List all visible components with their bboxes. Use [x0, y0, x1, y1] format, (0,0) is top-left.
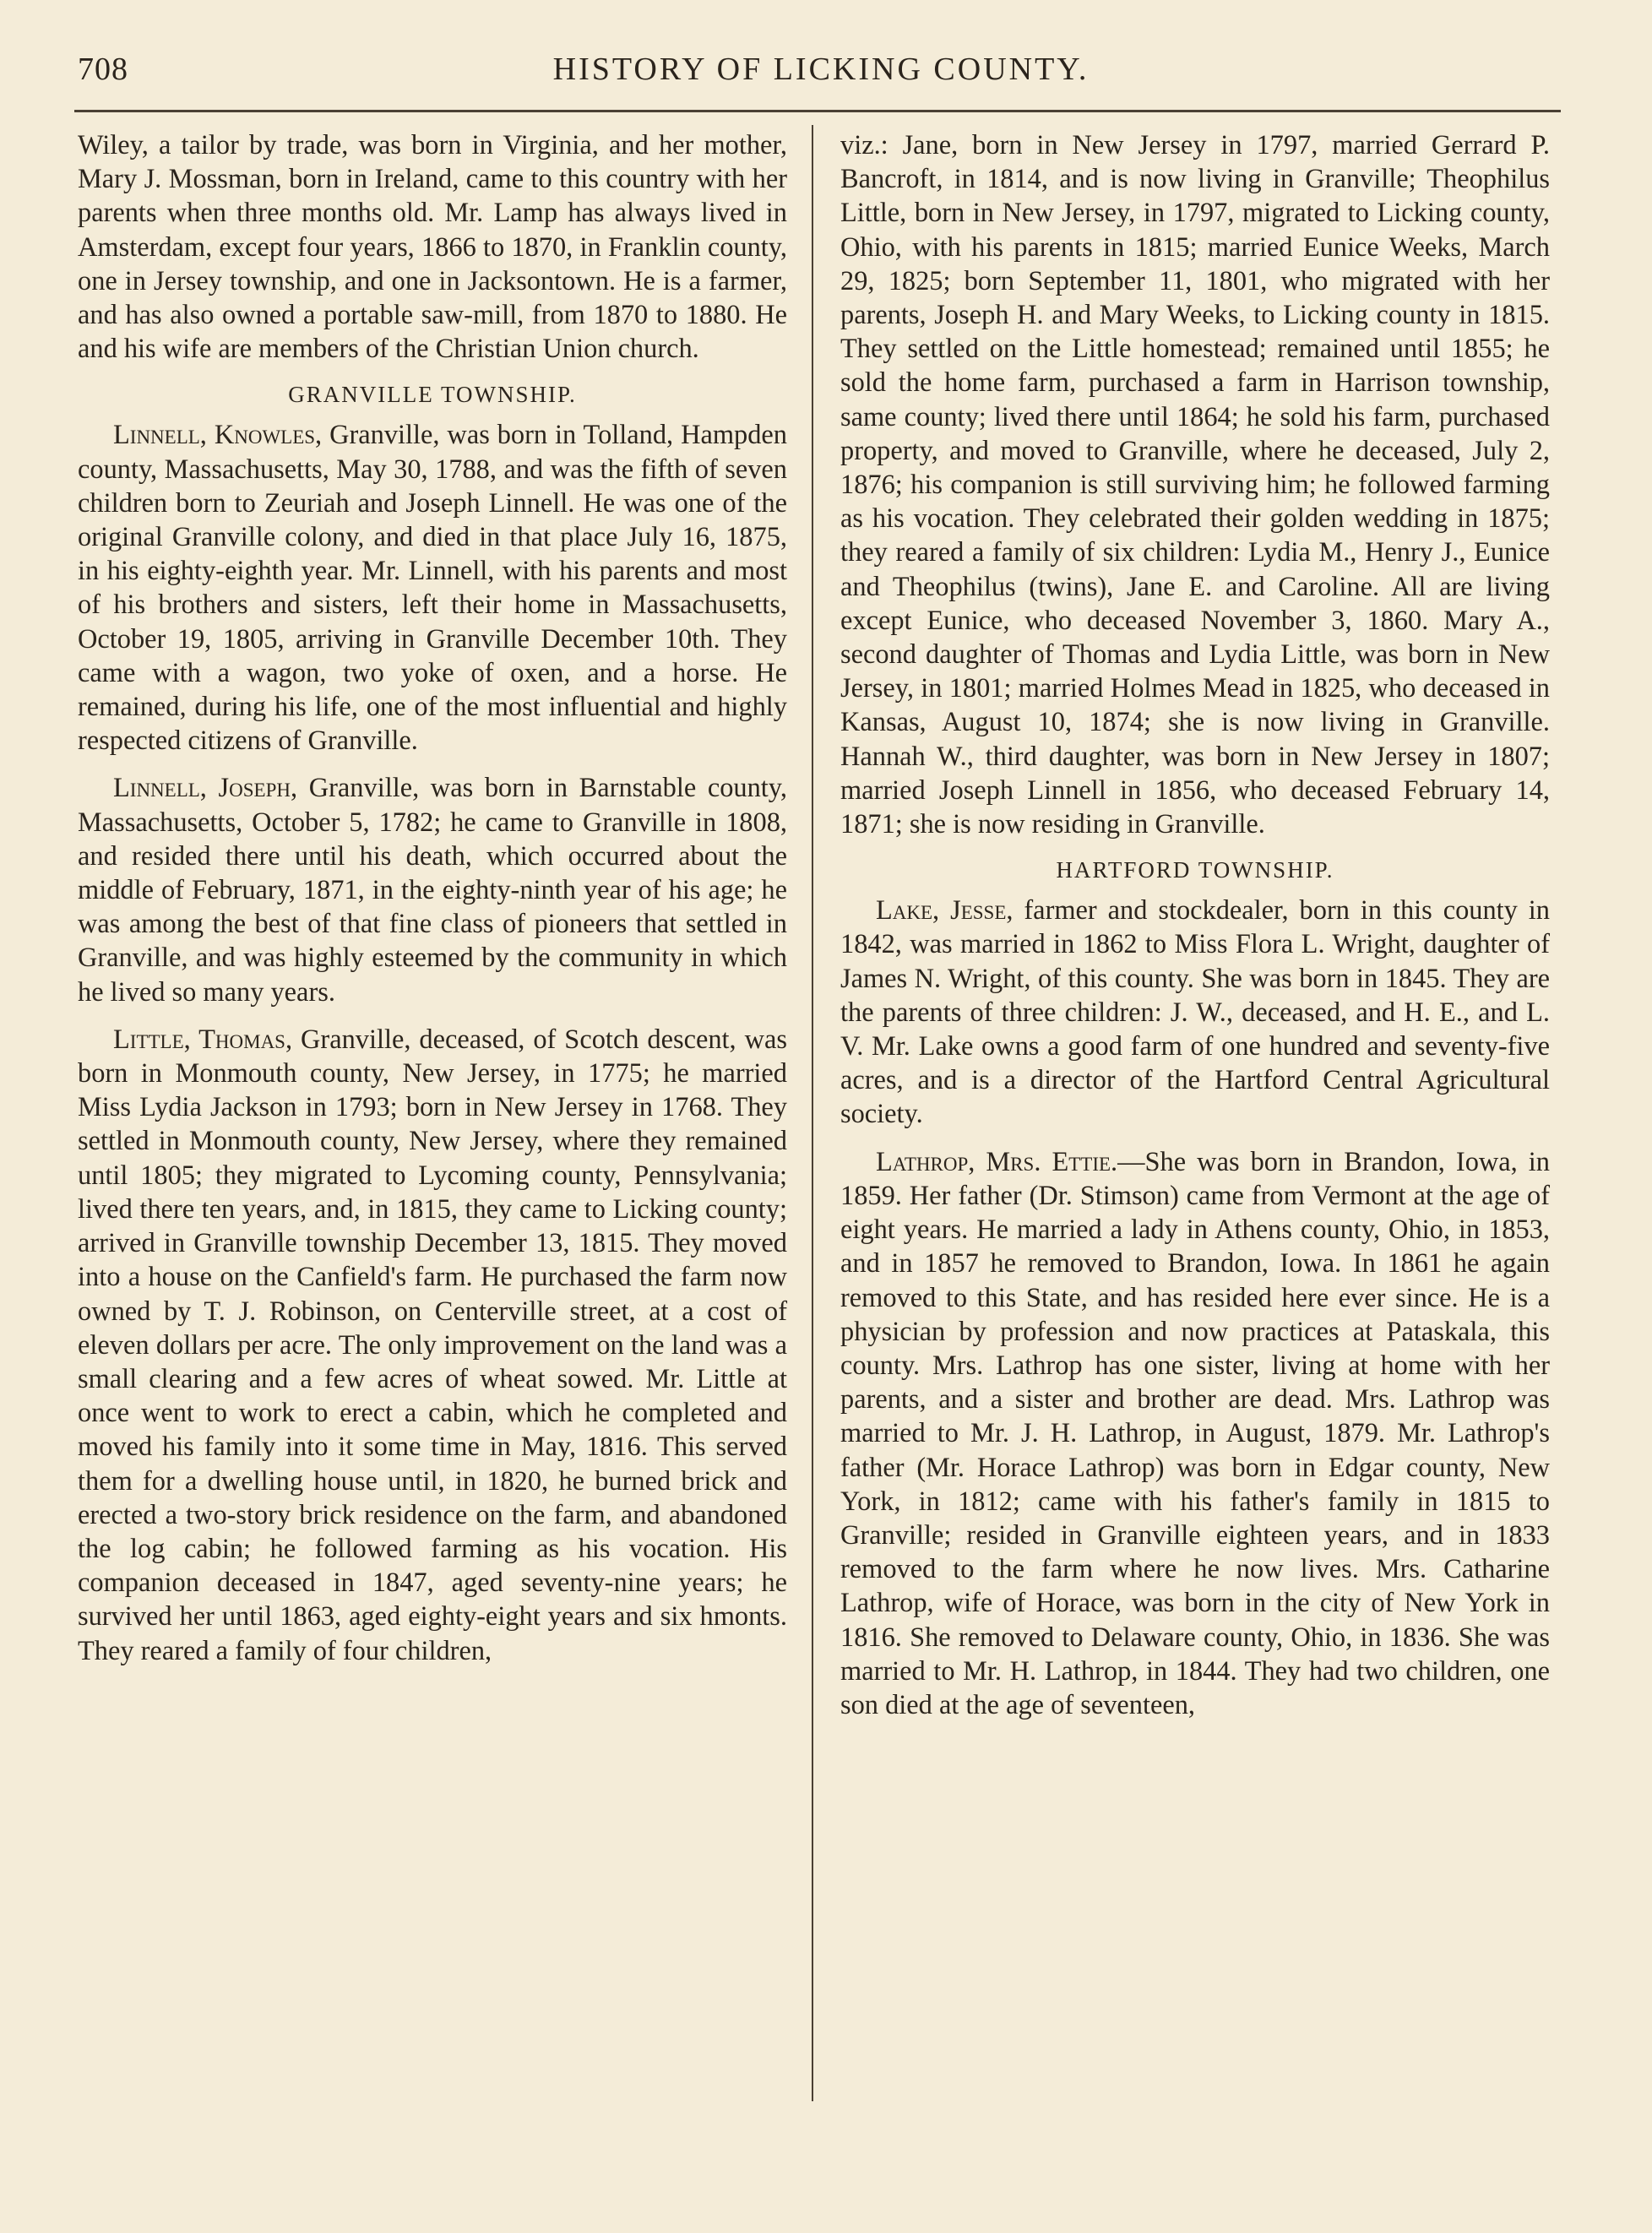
entry-name: Lake, Jesse,	[876, 895, 1013, 926]
biography-entry	[78, 771, 787, 1008]
entry-name: Lathrop, Mrs. Ettie.	[876, 1146, 1118, 1177]
biography-entry	[78, 1023, 787, 1668]
section-heading-granville: GRANVILLE TOWNSHIP.	[288, 382, 577, 408]
continuation-paragraph: Wiley, a tailor by trade, was born in Virginia, and her mother, Mary J. Mossman, born in Ireland, came to this country with her parents when three months old. Mr. Lamp has always lived in Amsterdam, except four years, 1866 to 1870, in Franklin county, one in Jersey township, and one in Jacksontown. He is a farmer, and has also owned a portable saw-mill, from 1870 to 1880. He and his wife are members of the Christian Union church.	[78, 130, 787, 365]
entry-name: Little, Thomas,	[113, 1024, 293, 1055]
running-title: HISTORY OF LICKING COUNTY.	[552, 52, 1090, 87]
entry-name: Linnell, Knowles,	[113, 420, 323, 451]
column-divider	[812, 125, 813, 2101]
entry-text: farmer and stockdealer, born in this county in 1842, was married in 1862 to Miss Flora L. Wright, daughter of James N. Wright, of this county. She was born in 1845. They are the parents of three children: J. W., deceased, and H. E., and L. V. Mr. Lake owns a good farm of one hundred and seventy-five acres, and is a director of the Hartford Central Agricultural society.	[840, 895, 1550, 1130]
page-number: 708	[78, 52, 128, 87]
header-rule	[74, 110, 1561, 112]
biography-entry	[840, 894, 1550, 1131]
biography-entry	[78, 418, 787, 758]
right-column	[840, 128, 1550, 1722]
section-heading-hartford: HARTFORD TOWNSHIP.	[1056, 857, 1334, 883]
left-column	[78, 128, 787, 1668]
entry-text: Granville, deceased, of Scotch descent, was born in Monmouth county, New Jersey, in 1775; he married Miss Lydia Jackson in 1793; born in New Jersey in 1768. They settled in Monmouth county, New Jersey, where they remained until 1805; they migrated to Lycoming county, Pennsylvania; lived there ten years, and, in 1815, they came to Licking county; arrived in Granville township December 13, 1815. They moved into a house on the Canfield's farm. He purchased the farm now owned by T. J. Robinson, on Centerville street, at a cost of eleven dollars per acre. The only improvement on the land was a small clearing and a few acres of wheat sowed. Mr. Little at once went to work to erect a cabin, which he completed and moved his family into it some time in May, 1816. This served them for a dwelling house until, in 1820, he burned brick and erected a two-story brick residence on the farm, and abandoned the log cabin; he followed farming as his vocation. His companion deceased in 1847, aged seventy-nine years; he survived her until 1863, aged eighty-eight years and six hmonts. They reared a family of four children,	[78, 1024, 787, 1666]
entry-text: Granville, was born in Barnstable county, Massachusetts, October 5, 1782; he came to Granville in 1808, and resided there until his death, which occurred about the middle of February, 1871, in the eighty-ninth year of his age; he was among the best of that fine class of pioneers that settled in Granville, and was highly esteemed by the community in which he lived so many years.	[78, 773, 787, 1008]
page-header	[78, 51, 1564, 101]
entry-text: Granville, was born in Tolland, Hampden county, Massachusetts, May 30, 1788, and was the fifth of seven children born to Zeuriah and Joseph Linnell. He was one of the original Granville colony, and died in that place July 16, 1875, in his eighty-eighth year. Mr. Linnell, with his parents and most of his brothers and sisters, left their home in Massachusetts, October 19, 1805, arriving in Granville December 10th. They came with a wagon, two yoke of oxen, and a horse. He remained, during his life, one of the most influential and highly respected citizens of Granville.	[78, 420, 787, 757]
biography-entry	[840, 1145, 1550, 1722]
continuation-paragraph: viz.: Jane, born in New Jersey in 1797, married Gerrard P. Bancroft, in 1814, and is now living in Granville; Theophilus Little, born in New Jersey, in 1797, migrated to Licking county, Ohio, with his parents in 1815; married Eunice Weeks, March 29, 1825; born September 11, 1801, who migrated with her parents, Joseph H. and Mary Weeks, to Licking county in 1815. They settled on the Little homestead; remained until 1855; he sold the home farm, purchased a farm in Harrison township, same county; lived there until 1864; he sold his farm, purchased property, and moved to Granville, where he deceased, July 2, 1876; his companion is still surviving him; he followed farming as his vocation. They celebrated their golden wedding in 1875; they reared a family of six children: Lydia M., Henry J., Eunice and Theophilus (twins), Jane E. and Caroline. All are living except Eunice, who deceased November 3, 1860. Mary A., second daughter of Thomas and Lydia Little, was born in New Jersey, in 1801; married Holmes Mead in 1825, who deceased in Kansas, August 10, 1874; she is now living in Granville. Hannah W., third daughter, was born in New Jersey in 1807; married Joseph Linnell in 1856, who deceased February 14, 1871; she is now residing in Granville.	[840, 130, 1550, 840]
entry-text: —She was born in Brandon, Iowa, in 1859. Her father (Dr. Stimson) came from Vermont at the age of eight years. He married a lady in Athens county, Ohio, in 1853, and in 1857 he removed to Brandon, Iowa. In 1861 he again removed to this State, and has resided here ever since. He is a physician by profession and now practices at Pataskala, this county. Mrs. Lathrop has one sister, living at home with her parents, and a sister and brother are dead. Mrs. Lathrop was married to Mr. J. H. Lathrop, in August, 1879. Mr. Lathrop's father (Mr. Horace Lathrop) was born in Edgar county, New York, in 1812; came with his father's family in 1815 to Granville; resided in Granville eighteen years, and in 1833 removed to the farm where he now lives. Mrs. Catharine Lathrop, wife of Horace, was born in the city of New York in 1816. She removed to Delaware county, Ohio, in 1836. She was married to Mr. H. Lathrop, in 1844. They had two children, one son died at the age of seventeen,	[840, 1146, 1550, 1720]
entry-name: Linnell, Joseph,	[113, 773, 298, 804]
